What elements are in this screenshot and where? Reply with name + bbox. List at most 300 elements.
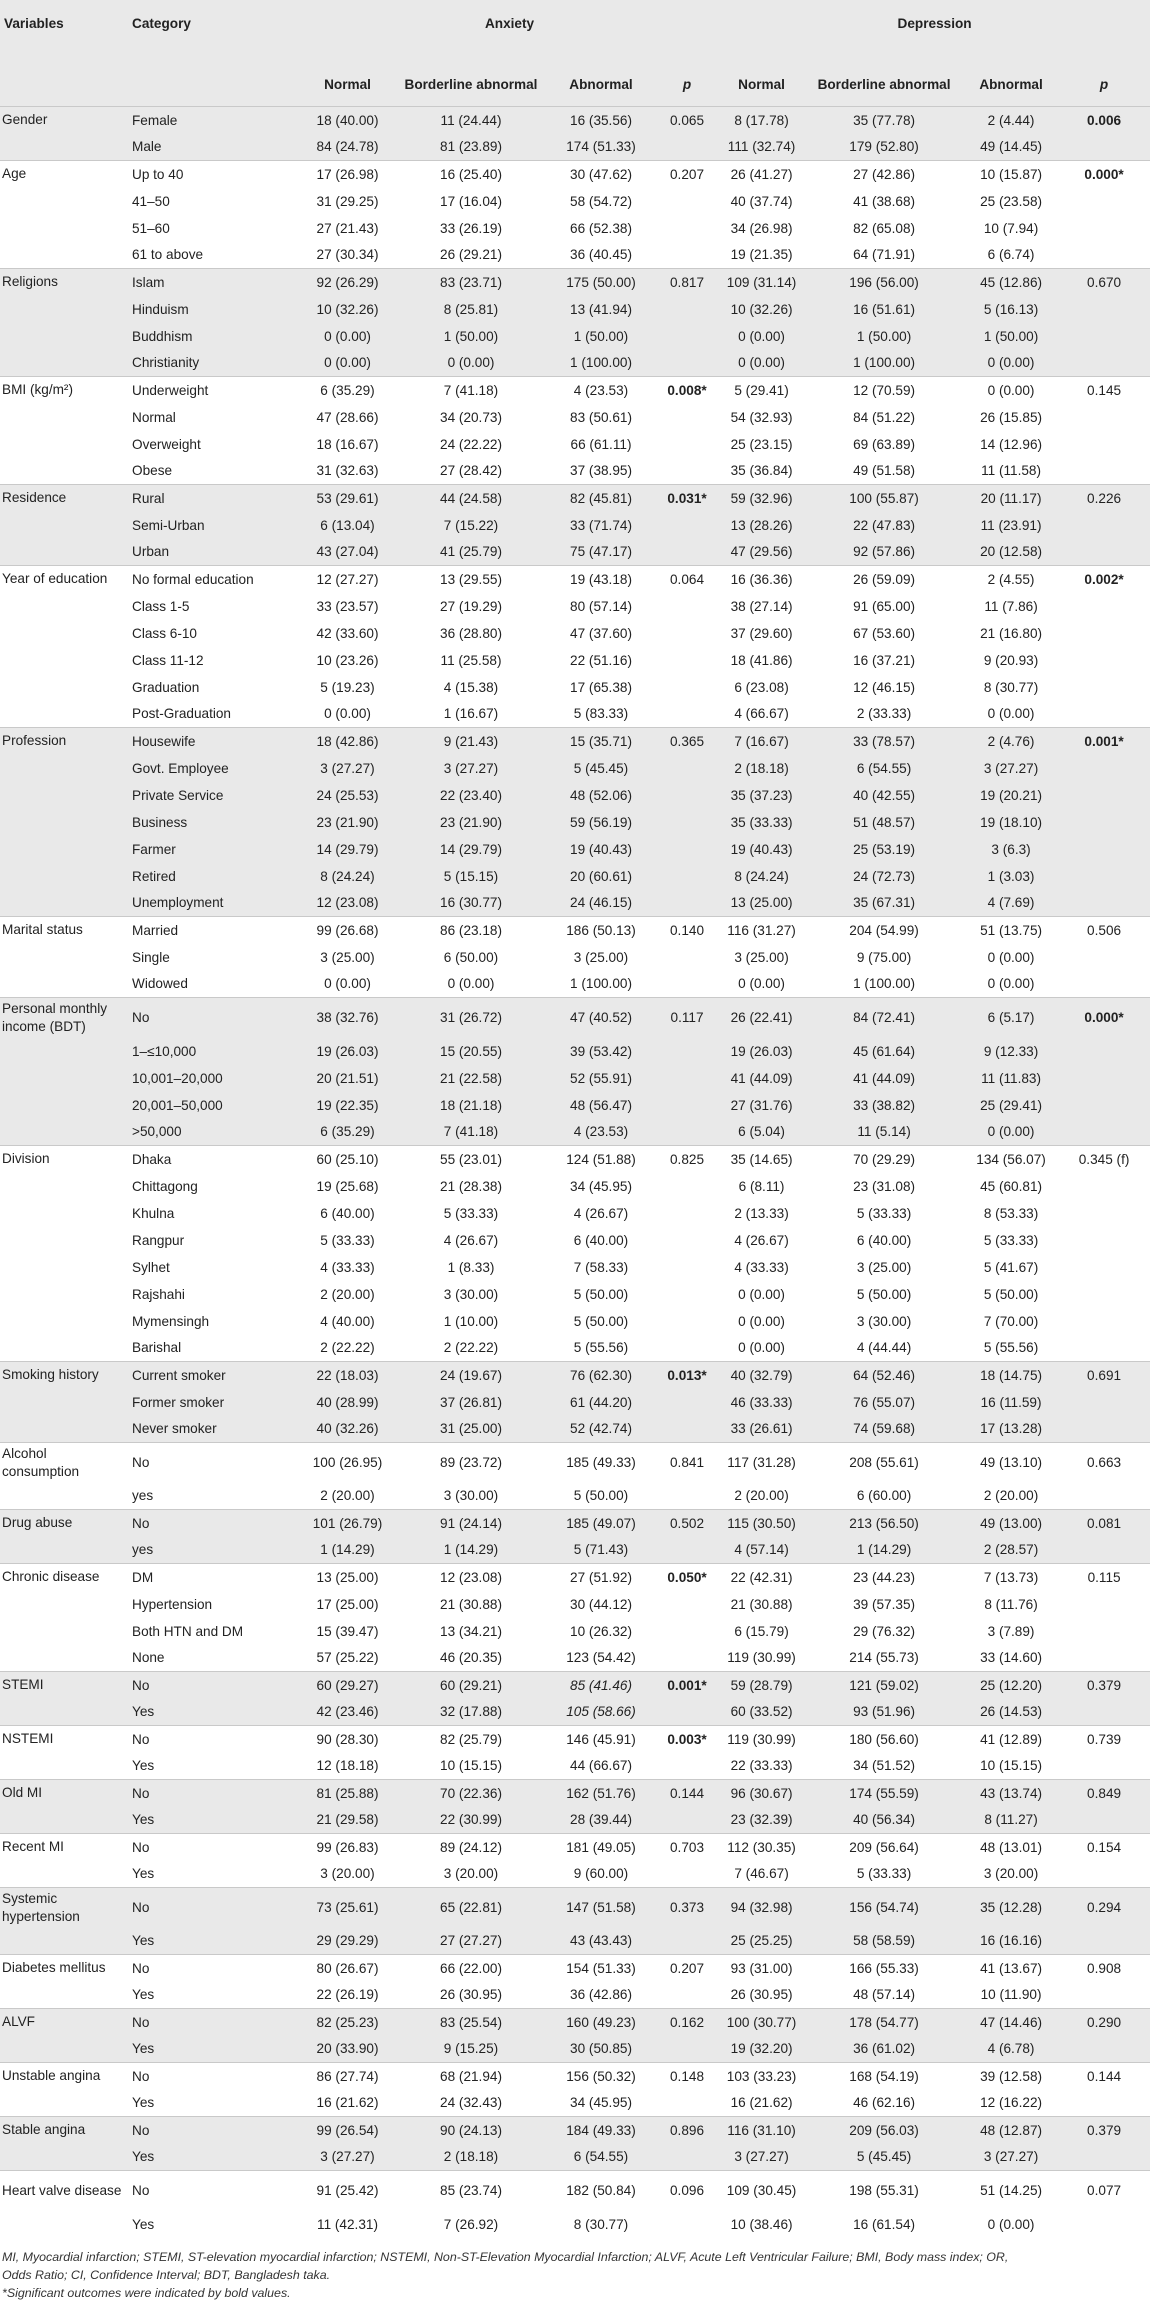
variable-name: Chronic disease (0, 1564, 128, 1591)
category-cell: Yes (132, 1704, 155, 1720)
anxiety-borderline-cell: 1 (8.33) (447, 1259, 495, 1275)
category-cell: Private Service (132, 787, 224, 803)
anxiety-p-cell: 0.140 (655, 917, 719, 944)
table-row (0, 1200, 1150, 1227)
depression-abnormal-cell: 4 (7.69) (987, 895, 1035, 911)
anxiety-borderline-cell: 26 (29.21) (440, 247, 502, 263)
category-cell: No (128, 1672, 300, 1699)
category-cell: Up to 40 (128, 161, 300, 188)
table-row (0, 2117, 1150, 2144)
anxiety-borderline-cell: 90 (24.13) (395, 2117, 547, 2144)
anxiety-abnormal-cell: 3 (25.00) (573, 949, 629, 965)
depression-abnormal-cell: 20 (12.58) (980, 544, 1043, 560)
depression-normal-cell: 4 (33.33) (734, 1259, 789, 1275)
table-body (0, 107, 1150, 2238)
anxiety-p-cell (655, 1483, 719, 1510)
table-row (0, 269, 1150, 296)
variable-name: ALVF (0, 2009, 128, 2036)
table-row (0, 539, 1150, 566)
depression-p-cell (1058, 647, 1150, 674)
anxiety-normal-cell: 17 (25.00) (316, 1596, 379, 1612)
depression-p-cell (1058, 1483, 1150, 1510)
category-cell: DM (128, 1564, 300, 1591)
table-row (0, 1780, 1150, 1807)
anxiety-normal-cell: 1 (14.29) (320, 1542, 375, 1558)
depression-borderline-cell: 214 (55.73) (849, 1650, 919, 1666)
table-row (0, 1146, 1150, 1173)
anxiety-borderline-cell: 37 (26.81) (440, 1394, 502, 1410)
anxiety-p-cell: 0.148 (655, 2063, 719, 2090)
depression-borderline-cell: 84 (72.41) (804, 998, 964, 1038)
depression-borderline-cell: 25 (53.19) (853, 841, 916, 857)
anxiety-borderline-cell: 10 (15.15) (440, 1758, 502, 1774)
anxiety-borderline-cell: 9 (15.25) (443, 2041, 499, 2057)
anxiety-p-cell (655, 620, 719, 647)
anxiety-p-cell: 0.008* (655, 377, 719, 404)
depression-abnormal-cell: 20 (11.17) (964, 485, 1058, 512)
category-cell: Class 1-5 (132, 598, 190, 614)
table-row (0, 971, 1150, 998)
depression-borderline-cell: 39 (57.35) (853, 1596, 916, 1612)
anxiety-p-cell: 0.096 (655, 2171, 719, 2211)
table-row (0, 1416, 1150, 1443)
anxiety-abnormal-cell: 175 (50.00) (547, 269, 655, 296)
anxiety-normal-cell: 90 (28.30) (300, 1726, 395, 1753)
category-cell: Female (128, 107, 300, 134)
anxiety-borderline-cell: 21 (30.88) (440, 1596, 502, 1612)
anxiety-normal-cell: 27 (21.43) (316, 220, 379, 236)
anxiety-normal-cell: 6 (13.04) (320, 517, 375, 533)
anxiety-abnormal-cell: 47 (40.52) (547, 998, 655, 1038)
depression-p-cell (1058, 1699, 1150, 1726)
table-row (0, 1389, 1150, 1416)
depression-abnormal-cell: 9 (12.33) (983, 1043, 1039, 1059)
anxiety-p-cell (655, 1200, 719, 1227)
depression-borderline-cell: 213 (56.50) (804, 1510, 964, 1537)
category-cell: No (128, 2009, 300, 2036)
table-row (0, 2144, 1150, 2171)
depression-normal-cell: 40 (37.74) (730, 193, 793, 209)
anxiety-normal-cell: 5 (33.33) (320, 1232, 375, 1248)
table-header (0, 0, 1150, 107)
depression-normal-cell: 116 (31.27) (719, 917, 804, 944)
depression-borderline-cell: 168 (54.19) (804, 2063, 964, 2090)
depression-abnormal-cell: 10 (15.15) (980, 1758, 1043, 1774)
category-cell: Overweight (132, 436, 201, 452)
depression-abnormal-cell: 2 (4.44) (964, 107, 1058, 134)
anxiety-abnormal-cell: 6 (40.00) (573, 1232, 629, 1248)
anxiety-borderline-cell: 33 (26.19) (440, 220, 502, 236)
depression-borderline-cell: 1 (100.00) (853, 355, 916, 371)
anxiety-p-cell (655, 431, 719, 458)
anxiety-abnormal-cell: 37 (38.95) (570, 463, 632, 479)
depression-borderline-cell: 198 (55.31) (804, 2171, 964, 2211)
anxiety-abnormal-cell: 66 (52.38) (570, 220, 632, 236)
depression-normal-cell: 0 (0.00) (738, 355, 785, 371)
depression-borderline-cell: 40 (56.34) (853, 1812, 916, 1828)
depression-abnormal-cell: 33 (14.60) (980, 1650, 1043, 1666)
depression-normal-cell: 119 (30.99) (727, 1650, 796, 1666)
anxiety-p-cell (655, 188, 719, 215)
depression-borderline-cell: 12 (46.15) (853, 679, 916, 695)
depression-p-cell (1058, 1591, 1150, 1618)
anxiety-p-cell (655, 1065, 719, 1092)
anxiety-normal-cell: 10 (23.26) (316, 652, 379, 668)
anxiety-borderline-cell: 1 (16.67) (443, 706, 499, 722)
depression-borderline-cell: 49 (51.58) (853, 463, 916, 479)
anxiety-borderline-cell: 55 (23.01) (395, 1146, 547, 1173)
depression-borderline-cell: 3 (25.00) (856, 1259, 912, 1275)
depression-p-cell (1058, 863, 1150, 890)
footnote-abbreviations-2: Odds Ratio; CI, Confidence Interval; BDT, Bangladesh taka. (2, 2267, 331, 2282)
category-cell: Yes (132, 2041, 155, 2057)
anxiety-normal-cell: 14 (29.79) (316, 841, 379, 857)
variable-name: Old MI (0, 1780, 128, 1807)
depression-borderline-cell: 36 (61.02) (853, 2041, 916, 2057)
anxiety-p-cell (655, 350, 719, 377)
anxiety-p-cell: 0.001* (655, 1672, 719, 1699)
depression-normal-cell: 23 (32.39) (730, 1812, 793, 1828)
anxiety-p-cell: 0.817 (655, 269, 719, 296)
depression-borderline-cell: 2 (33.33) (856, 706, 912, 722)
anxiety-borderline-cell: 32 (17.88) (440, 1704, 502, 1720)
depression-normal-cell: 2 (18.18) (734, 760, 789, 776)
depression-abnormal-cell: 25 (12.20) (964, 1672, 1058, 1699)
anxiety-normal-cell: 42 (33.60) (316, 625, 379, 641)
table-row (0, 1672, 1150, 1699)
depression-p-cell (1058, 836, 1150, 863)
depression-normal-cell: 112 (30.35) (719, 1834, 804, 1861)
anxiety-normal-cell: 20 (21.51) (316, 1070, 379, 1086)
depression-borderline-cell: 6 (54.55) (856, 760, 912, 776)
anxiety-normal-cell: 99 (26.54) (300, 2117, 395, 2144)
table-row (0, 2211, 1150, 2238)
anxiety-p-cell (655, 1645, 719, 1672)
anxiety-borderline-cell: 6 (50.00) (443, 949, 499, 965)
depression-abnormal-cell: 51 (14.25) (964, 2171, 1058, 2211)
table-row (0, 1173, 1150, 1200)
footnote-abbreviations-1: MI, Myocardial infarction; STEMI, ST-elevation myocardial infarction; NSTEMI, Non-ST-Elevation Myocardial Infarction; ALVF, Acute Left Ventricular Failure; BMI, Body mass index; OR, (2, 2249, 1009, 2264)
anxiety-borderline-cell: 44 (24.58) (395, 485, 547, 512)
anxiety-abnormal-cell: 185 (49.33) (547, 1443, 655, 1483)
anxiety-abnormal-cell: 17 (65.38) (570, 679, 632, 695)
depression-borderline-cell: 92 (57.86) (853, 544, 916, 560)
category-cell: Yes (132, 1933, 155, 1949)
anxiety-abnormal-cell: 156 (50.32) (547, 2063, 655, 2090)
depression-normal-cell: 40 (32.79) (719, 1362, 804, 1389)
depression-p-cell (1058, 701, 1150, 728)
anxiety-normal-cell: 29 (29.29) (316, 1933, 379, 1949)
anxiety-borderline-cell: 22 (30.99) (440, 1812, 502, 1828)
depression-borderline-cell: 41 (44.09) (853, 1070, 916, 1086)
category-cell: Single (132, 949, 170, 965)
category-cell: Yes (132, 1812, 155, 1828)
anxiety-borderline-cell: 89 (23.72) (395, 1443, 547, 1483)
depression-p-cell (1058, 1173, 1150, 1200)
depression-p-cell: 0.908 (1058, 1955, 1150, 1982)
anxiety-borderline-cell: 83 (23.71) (395, 269, 547, 296)
depression-p-cell (1058, 1861, 1150, 1888)
anxiety-normal-cell: 47 (28.66) (316, 409, 379, 425)
anxiety-p-cell (655, 890, 719, 917)
anxiety-p-cell (655, 1038, 719, 1065)
category-cell: Underweight (128, 377, 300, 404)
table-row (0, 1955, 1150, 1982)
anxiety-normal-cell: 19 (22.35) (316, 1097, 379, 1113)
depression-abnormal-cell: 0 (0.00) (987, 949, 1035, 965)
depression-p-cell (1058, 215, 1150, 242)
table-row (0, 998, 1150, 1038)
depression-abnormal-cell: 0 (0.00) (987, 2216, 1035, 2232)
anxiety-normal-cell: 0 (0.00) (324, 706, 371, 722)
table-row (0, 1065, 1150, 1092)
anxiety-abnormal-cell: 47 (37.60) (570, 625, 632, 641)
table-row (0, 674, 1150, 701)
anxiety-p-cell (655, 593, 719, 620)
table-row (0, 431, 1150, 458)
category-cell: Barishal (132, 1340, 182, 1356)
depression-p-cell: 0.001* (1058, 728, 1150, 755)
anxiety-p-cell (655, 1119, 719, 1146)
anxiety-p-cell: 0.065 (655, 107, 719, 134)
anxiety-abnormal-cell: 10 (26.32) (570, 1623, 632, 1639)
anxiety-p-cell (655, 836, 719, 863)
anxiety-p-cell (655, 296, 719, 323)
depression-normal-cell: 10 (32.26) (730, 301, 793, 317)
table-row (0, 1119, 1150, 1146)
anxiety-abnormal-cell: 19 (40.43) (570, 841, 632, 857)
anxiety-borderline-cell: 83 (25.54) (395, 2009, 547, 2036)
table-row (0, 1928, 1150, 1955)
anxiety-p-cell (655, 458, 719, 485)
category-cell: 41–50 (132, 193, 170, 209)
anxiety-p-cell (655, 1389, 719, 1416)
depression-p-cell: 0.739 (1058, 1726, 1150, 1753)
anxiety-abnormal-cell: 105 (58.66) (566, 1704, 636, 1720)
category-cell: No (128, 998, 300, 1038)
anxiety-normal-cell: 21 (29.58) (316, 1812, 379, 1828)
anxiety-normal-cell: 60 (29.27) (300, 1672, 395, 1699)
table-row (0, 1861, 1150, 1888)
anxiety-normal-cell: 6 (35.29) (300, 377, 395, 404)
depression-borderline-cell: 5 (33.33) (856, 1866, 912, 1882)
table-row (0, 296, 1150, 323)
anxiety-abnormal-cell: 75 (47.17) (570, 544, 632, 560)
subheader-anxiety-p: p (682, 76, 692, 92)
anxiety-p-cell (655, 1537, 719, 1564)
depression-normal-cell: 6 (8.11) (738, 1178, 785, 1194)
anxiety-normal-cell: 22 (26.19) (316, 1987, 379, 2003)
anxiety-p-cell: 0.064 (655, 566, 719, 593)
subheader-depression-borderline: Borderline abnormal (817, 76, 951, 92)
variable-name: NSTEMI (0, 1726, 128, 1753)
depression-abnormal-cell: 45 (12.86) (964, 269, 1058, 296)
depression-borderline-cell: 4 (44.44) (856, 1340, 912, 1356)
table-row (0, 1618, 1150, 1645)
depression-p-cell (1058, 1645, 1150, 1672)
depression-abnormal-cell: 3 (20.00) (983, 1866, 1039, 1882)
variable-name: Religions (0, 269, 128, 296)
variable-name: BMI (kg/m²) (0, 377, 128, 404)
depression-abnormal-cell: 49 (13.10) (964, 1443, 1058, 1483)
table-row (0, 1807, 1150, 1834)
anxiety-abnormal-cell: 22 (51.16) (570, 652, 632, 668)
anxiety-borderline-cell: 3 (20.00) (443, 1866, 499, 1882)
depression-normal-cell: 111 (32.74) (727, 139, 796, 155)
depression-normal-cell: 2 (20.00) (734, 1488, 789, 1504)
depression-abnormal-cell: 9 (20.93) (983, 652, 1039, 668)
table-row (0, 458, 1150, 485)
anxiety-borderline-cell: 8 (25.81) (443, 301, 499, 317)
anxiety-normal-cell: 84 (24.78) (316, 139, 379, 155)
table-row (0, 1564, 1150, 1591)
depression-normal-cell: 60 (33.52) (730, 1704, 793, 1720)
anxiety-normal-cell: 23 (21.90) (316, 814, 379, 830)
table-row (0, 350, 1150, 377)
anxiety-normal-cell: 3 (25.00) (320, 949, 375, 965)
category-cell: No (128, 2117, 300, 2144)
anxiety-borderline-cell: 7 (41.18) (395, 377, 547, 404)
depression-normal-cell: 13 (25.00) (730, 895, 793, 911)
anxiety-borderline-cell: 18 (21.18) (440, 1097, 502, 1113)
anxiety-borderline-cell: 24 (19.67) (395, 1362, 547, 1389)
anxiety-p-cell (655, 1861, 719, 1888)
depression-borderline-cell: 76 (55.07) (853, 1394, 916, 1410)
anxiety-p-cell: 0.050* (655, 1564, 719, 1591)
depression-p-cell (1058, 944, 1150, 971)
depression-borderline-cell: 33 (78.57) (804, 728, 964, 755)
variable-name: STEMI (0, 1672, 128, 1699)
depression-normal-cell: 22 (33.33) (730, 1758, 793, 1774)
depression-borderline-cell: 179 (52.80) (849, 139, 919, 155)
anxiety-normal-cell: 0 (0.00) (324, 976, 371, 992)
category-cell: Male (132, 139, 162, 155)
depression-normal-cell: 35 (33.33) (730, 814, 793, 830)
anxiety-borderline-cell: 36 (28.80) (440, 625, 502, 641)
table-row (0, 242, 1150, 269)
anxiety-borderline-cell: 2 (22.22) (443, 1340, 499, 1356)
table-row (0, 701, 1150, 728)
anxiety-abnormal-cell: 30 (47.62) (547, 161, 655, 188)
depression-p-cell: 0.849 (1058, 1780, 1150, 1807)
category-cell: yes (132, 1488, 154, 1504)
table-row (0, 1537, 1150, 1564)
depression-normal-cell: 4 (57.14) (734, 1542, 789, 1558)
depression-p-cell (1058, 1928, 1150, 1955)
depression-borderline-cell: 26 (59.09) (804, 566, 964, 593)
depression-abnormal-cell: 2 (4.55) (964, 566, 1058, 593)
anxiety-normal-cell: 17 (26.98) (300, 161, 395, 188)
anxiety-abnormal-cell: 33 (71.74) (570, 517, 632, 533)
category-cell: Class 11-12 (132, 652, 204, 668)
category-cell: Current smoker (128, 1362, 300, 1389)
depression-p-cell: 0.145 (1058, 377, 1150, 404)
depression-abnormal-cell: 49 (13.00) (964, 1510, 1058, 1537)
category-cell: Housewife (128, 728, 300, 755)
variable-name: Heart valve disease (0, 2171, 128, 2211)
depression-borderline-cell: 16 (61.54) (853, 2216, 916, 2232)
anxiety-p-cell (655, 323, 719, 350)
anxiety-borderline-cell: 0 (0.00) (447, 976, 495, 992)
depression-abnormal-cell: 4 (6.78) (987, 2041, 1035, 2057)
anxiety-borderline-cell: 13 (34.21) (440, 1623, 502, 1639)
category-cell: No (128, 1510, 300, 1537)
anxiety-normal-cell: 18 (16.67) (316, 436, 379, 452)
depression-borderline-cell: 9 (75.00) (856, 949, 912, 965)
depression-normal-cell: 6 (15.79) (734, 1623, 789, 1639)
depression-abnormal-cell: 11 (23.91) (980, 517, 1042, 533)
table-row (0, 2063, 1150, 2090)
anxiety-abnormal-cell: 7 (58.33) (573, 1259, 629, 1275)
depression-abnormal-cell: 3 (27.27) (983, 760, 1039, 776)
depression-p-cell: 0.379 (1058, 2117, 1150, 2144)
depression-abnormal-cell: 19 (20.21) (980, 787, 1043, 803)
depression-normal-cell: 26 (41.27) (719, 161, 804, 188)
anxiety-p-cell: 0.207 (655, 161, 719, 188)
variable-name: Residence (0, 485, 128, 512)
depression-normal-cell: 16 (21.62) (730, 2095, 793, 2111)
anxiety-p-cell (655, 1308, 719, 1335)
depression-p-cell (1058, 2036, 1150, 2063)
depression-p-cell: 0.144 (1058, 2063, 1150, 2090)
depression-p-cell: 0.345 (f) (1058, 1146, 1150, 1173)
table-row (0, 1092, 1150, 1119)
depression-borderline-cell: 69 (63.89) (853, 436, 916, 452)
subheader-anxiety-abnormal: Abnormal (569, 76, 633, 92)
category-cell: Both HTN and DM (132, 1623, 244, 1639)
depression-abnormal-cell: 17 (13.28) (980, 1421, 1043, 1437)
depression-normal-cell: 3 (25.00) (734, 949, 789, 965)
anxiety-p-cell (655, 701, 719, 728)
anxiety-normal-cell: 31 (29.25) (316, 193, 379, 209)
anxiety-normal-cell: 27 (30.34) (316, 247, 379, 263)
depression-normal-cell: 46 (33.33) (730, 1394, 793, 1410)
category-cell: Post-Graduation (132, 706, 231, 722)
anxiety-borderline-cell: 16 (30.77) (440, 895, 502, 911)
anxiety-p-cell: 0.502 (655, 1510, 719, 1537)
anxiety-borderline-cell: 5 (33.33) (443, 1205, 499, 1221)
subheader-depression-p: p (1099, 76, 1109, 92)
anxiety-abnormal-cell: 4 (23.53) (573, 1124, 629, 1140)
depression-p-cell: 0.379 (1058, 1672, 1150, 1699)
anxiety-abnormal-cell: 154 (51.33) (547, 1955, 655, 1982)
anxiety-abnormal-cell: 146 (45.91) (547, 1726, 655, 1753)
category-cell: None (132, 1650, 165, 1666)
category-cell: Sylhet (132, 1259, 170, 1275)
depression-p-cell: 0.290 (1058, 2009, 1150, 2036)
anxiety-borderline-cell: 85 (23.74) (395, 2171, 547, 2211)
depression-p-cell: 0.000* (1058, 161, 1150, 188)
table-row (0, 890, 1150, 917)
anxiety-p-cell (655, 134, 719, 161)
anxiety-abnormal-cell: 30 (44.12) (570, 1596, 632, 1612)
depression-abnormal-cell: 21 (16.80) (980, 625, 1043, 641)
anxiety-normal-cell: 19 (25.68) (316, 1178, 379, 1194)
depression-p-cell (1058, 1254, 1150, 1281)
depression-borderline-cell: 23 (44.23) (804, 1564, 964, 1591)
variable-name: Profession (0, 728, 128, 755)
anxiety-borderline-cell: 66 (22.00) (395, 1955, 547, 1982)
depression-borderline-cell: 5 (45.45) (856, 2149, 912, 2165)
category-cell: Rangpur (132, 1232, 185, 1248)
anxiety-normal-cell: 57 (25.22) (316, 1650, 379, 1666)
depression-p-cell (1058, 1065, 1150, 1092)
table-row (0, 161, 1150, 188)
anxiety-p-cell: 0.144 (655, 1780, 719, 1807)
depression-normal-cell: 38 (27.14) (730, 598, 793, 614)
anxiety-p-cell (655, 971, 719, 998)
anxiety-p-cell: 0.841 (655, 1443, 719, 1483)
